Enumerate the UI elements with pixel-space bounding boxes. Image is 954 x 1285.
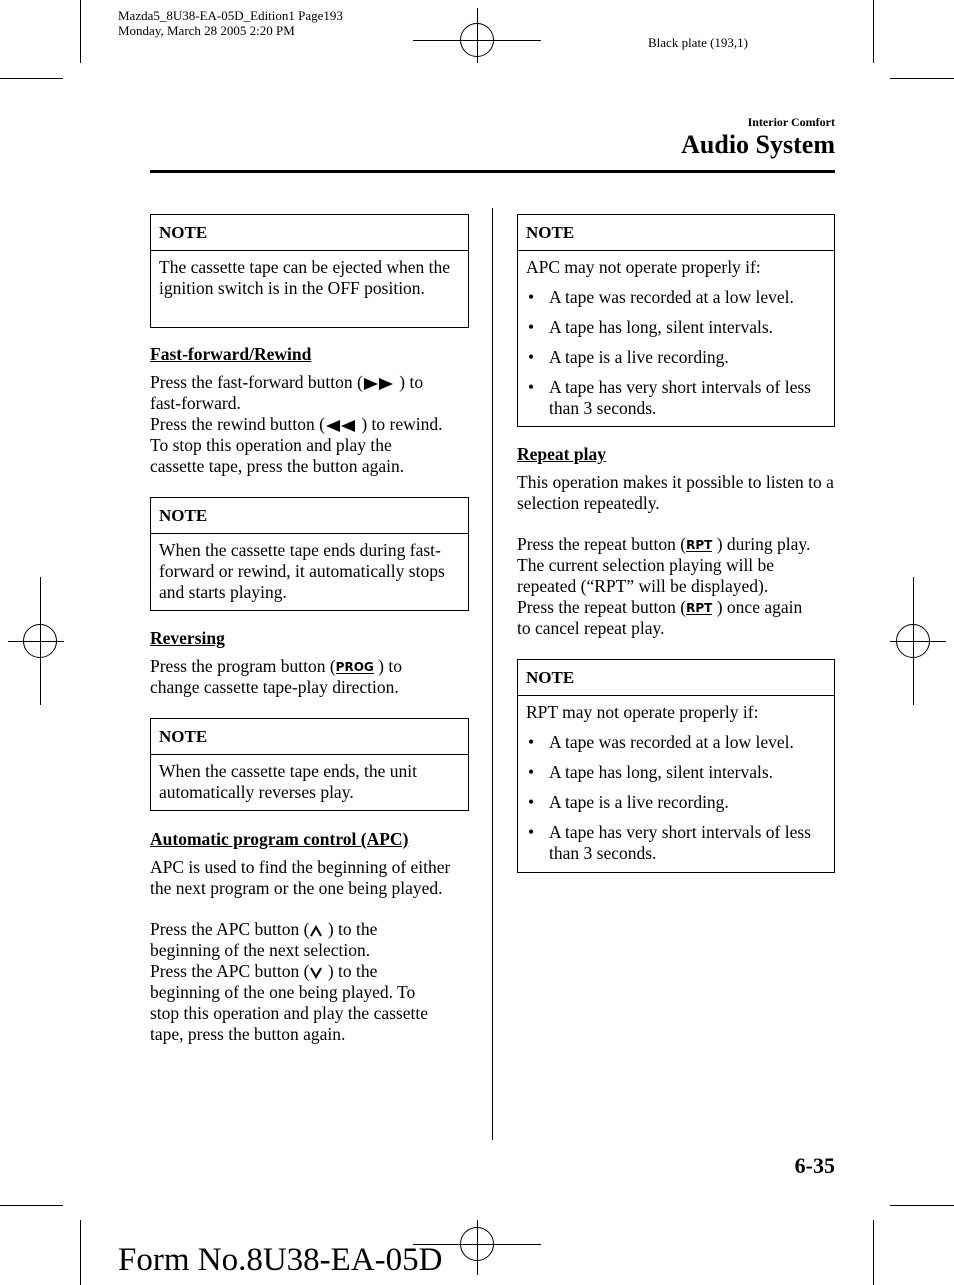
note-box-apc: [517, 214, 835, 427]
section-fast-forward: [150, 344, 470, 477]
text-line: cassette tape, press the button again.: [150, 456, 405, 476]
note-intro: RPT may not operate properly if:: [526, 702, 759, 722]
list-item: • A tape has long, silent intervals.: [528, 762, 774, 782]
text-line: Press the rewind button ( ) to rewind.: [150, 414, 443, 434]
note-heading: NOTE: [151, 719, 468, 755]
text-line: change cassette tape-play direction.: [150, 677, 399, 697]
section-repeat-play: [517, 444, 837, 639]
section-label: Interior Comfort: [747, 115, 835, 129]
list-item: • A tape has long, silent intervals.: [528, 317, 774, 337]
section-heading-reversing: Reversing: [150, 628, 225, 648]
section-apc: [150, 829, 470, 1045]
text-line: beginning of the next selection.: [150, 940, 371, 960]
text-line: Press the APC button ( ) to the: [150, 919, 378, 939]
text-line: Press the fast-forward button ( ) to: [150, 372, 424, 392]
text-line: repeated (“RPT” will be displayed).: [517, 576, 769, 596]
print-meta: [118, 8, 343, 38]
section-heading-repeat: Repeat play: [517, 444, 606, 464]
chevron-up-icon: [309, 925, 323, 937]
list-item: • A tape has very short intervals of less than 3 seconds.: [528, 377, 811, 418]
note-box-rpt: [517, 659, 835, 873]
list-item: • A tape was recorded at a low level.: [528, 287, 794, 307]
section-heading-apc: Automatic program control (APC): [150, 829, 409, 849]
section-reversing: [150, 628, 470, 698]
text-line: stop this operation and play the cassette: [150, 1003, 428, 1023]
text-line: Press the repeat button (RPT ) once again: [517, 597, 803, 617]
text-line: to cancel repeat play.: [517, 618, 665, 638]
note-heading: NOTE: [151, 215, 468, 251]
note-intro: APC may not operate properly if:: [526, 257, 761, 277]
note-text: The cassette tape can be ejected when the ignition switch is in the OFF position.: [159, 257, 451, 298]
text-line: beginning of the one being played. To: [150, 982, 416, 1002]
rpt-button-icon: RPT: [686, 538, 713, 553]
print-meta-line2: Monday, March 28 2005 2:20 PM: [118, 23, 295, 38]
list-item: • A tape is a live recording.: [528, 347, 729, 367]
rpt-button-icon: RPT: [686, 601, 713, 616]
paragraph: APC is used to find the beginning of either the next program or the one being played.: [150, 857, 451, 898]
page-number: 6-35: [794, 1153, 835, 1178]
section-heading-fast-forward: Fast-forward/Rewind: [150, 344, 312, 364]
text-line: tape, press the button again.: [150, 1024, 346, 1044]
note-heading: NOTE: [518, 215, 834, 251]
form-number-footer: Form No.8U38-EA-05D: [118, 1242, 443, 1278]
note-text: When the cassette tape ends during fast-forward or rewind, it automatically stops and starts playing.: [159, 540, 445, 602]
list-item: • A tape is a live recording.: [528, 792, 729, 812]
text-line: Press the program button (PROG ) to: [150, 656, 402, 676]
list-item: • A tape was recorded at a low level.: [528, 732, 794, 752]
print-meta-line1: Mazda5_8U38-EA-05D_Edition1 Page193: [118, 8, 343, 23]
page-title: Audio System: [681, 130, 835, 159]
list-item: • A tape has very short intervals of less than 3 seconds.: [528, 822, 811, 863]
column-divider: [492, 208, 493, 1140]
text-line: fast-forward.: [150, 393, 241, 413]
text-line: Press the APC button ( ) to the: [150, 961, 378, 981]
paragraph: This operation makes it possible to listen to a selection repeatedly.: [517, 472, 834, 513]
prog-button-icon: PROG: [335, 660, 374, 675]
title-rule: [150, 170, 835, 173]
chevron-down-icon: [309, 967, 323, 979]
text-line: The current selection playing will be: [517, 555, 775, 575]
note-box-reversing: [150, 718, 469, 811]
rewind-icon: [325, 420, 357, 432]
note-heading: NOTE: [518, 660, 834, 696]
note-box-eject: [150, 214, 469, 328]
note-text: When the cassette tape ends, the unit automatically reverses play.: [159, 761, 418, 802]
plate-label: Black plate (193,1): [648, 35, 748, 50]
text-line: To stop this operation and play the: [150, 435, 392, 455]
note-box-fast-forward: [150, 497, 469, 611]
text-line: Press the repeat button (RPT ) during play.: [517, 534, 811, 554]
note-heading: NOTE: [151, 498, 468, 534]
fast-forward-icon: [363, 378, 395, 390]
